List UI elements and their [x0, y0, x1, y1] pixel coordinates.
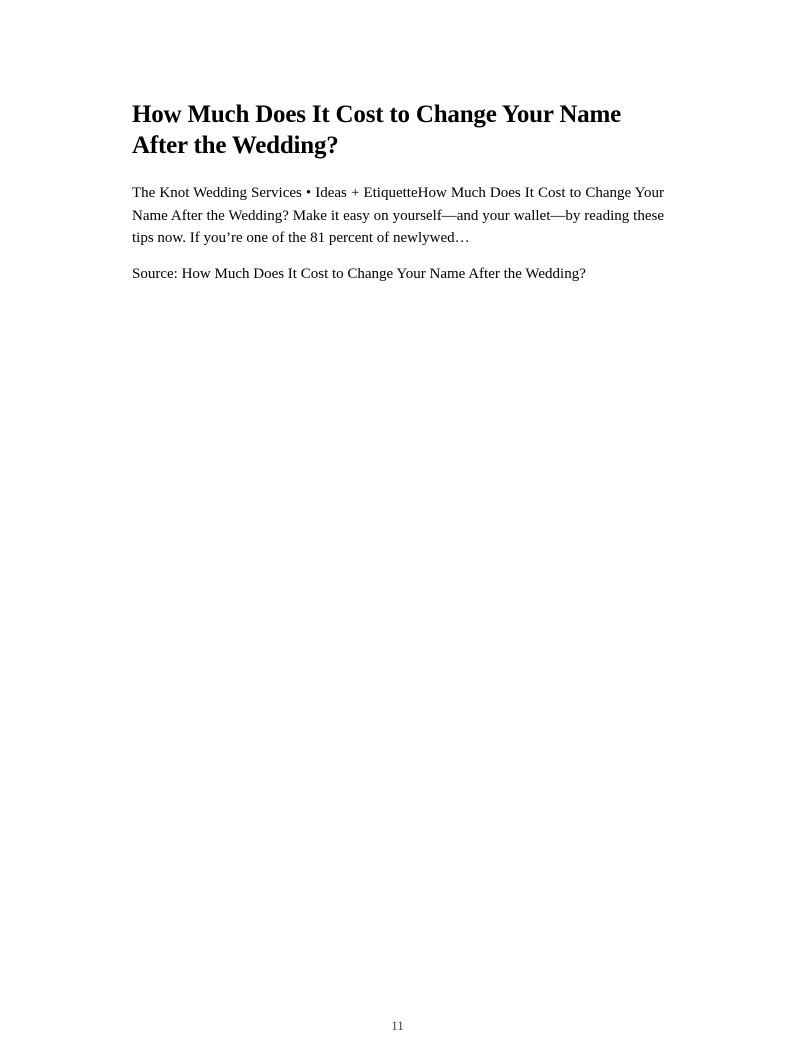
article-title: How Much Does It Cost to Change Your Name After the Wedding?: [132, 101, 622, 159]
page-number: 11: [391, 1018, 404, 1033]
article-source: Source: How Much Does It Cost to Change Your Name After the Wedding?: [132, 265, 586, 282]
article-body: The Knot Wedding Services • Ideas + EtiquetteHow Much Does It Cost to Change Your Name After the Wedding? Make it easy on yourself—and your wallet—by reading these tips now. If you’re one of the 81 percent of newlywed…: [132, 185, 664, 246]
article: [132, 99, 664, 285]
